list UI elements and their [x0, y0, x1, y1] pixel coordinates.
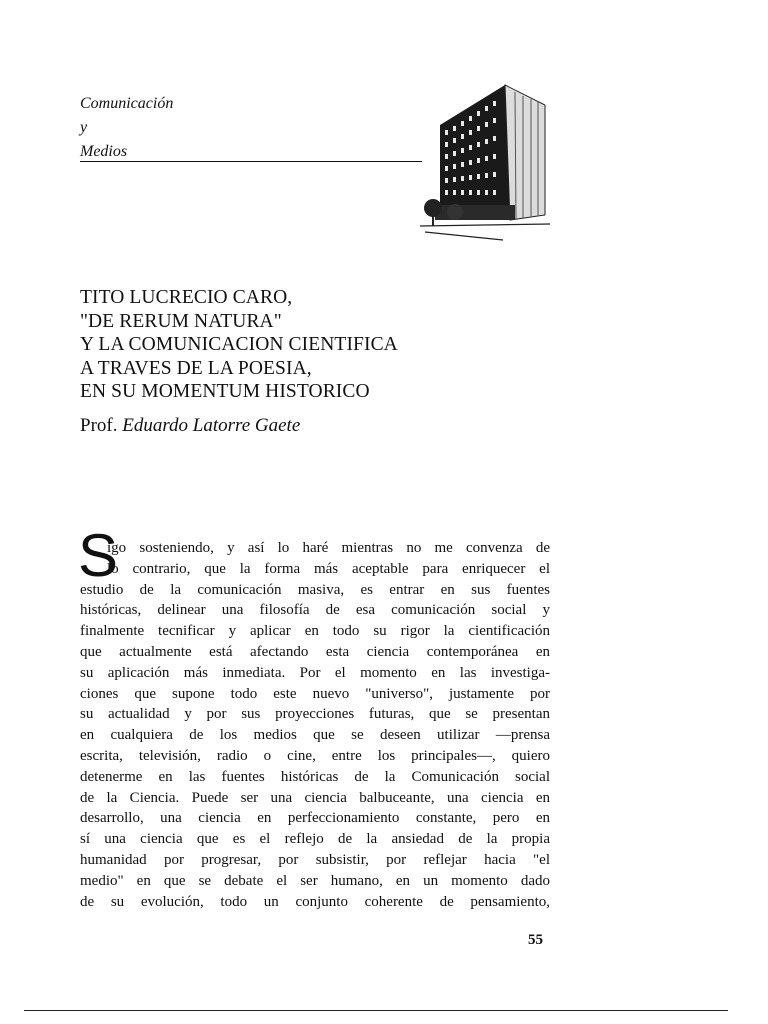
section-label-y: y: [80, 119, 88, 136]
body-line: detenerme en las fuentes históricas de la Comunicación social: [80, 768, 550, 785]
drop-cap: S: [78, 522, 119, 589]
title-line: "DE RERUM NATURA": [80, 310, 282, 332]
body-line: finalmente tecnificar y aplicar en todo su rigor la cientificación: [80, 623, 550, 640]
body-line: ciones que supone todo este nuevo "universo", justamente por: [80, 685, 550, 702]
section-label-medios: Medios: [80, 143, 128, 160]
body-line: históricas, delinear una filosofía de esa comunicación social y: [80, 602, 550, 619]
office-building-icon: [415, 80, 555, 250]
body-line: sí una ciencia que es el reflejo de la ansiedad de la propia: [80, 831, 550, 848]
body-line: estudio de la comunicación masiva, es entrar en sus fuentes: [80, 581, 550, 598]
author-prefix: Prof.: [80, 415, 118, 436]
body-line: de su evolución, todo un conjunto coherente de pensamiento,: [80, 893, 550, 910]
page-number: 55: [528, 932, 543, 948]
body-line: desarrollo, una ciencia en perfeccionamiento constante, pero en: [80, 810, 550, 827]
title-line: Y LA COMUNICACION CIENTIFICA: [80, 334, 398, 356]
footer-rule: [24, 1010, 728, 1011]
article-body: [78, 522, 550, 912]
author-name: Eduardo Latorre Gaete: [122, 415, 301, 436]
body-line: medio" en que se debate el ser humano, en un momento dado: [80, 872, 550, 889]
section-label-comunicacion: Comunicación: [80, 95, 174, 112]
title-line: A TRAVES DE LA POESIA,: [80, 357, 312, 379]
body-line: lo contrario, que la forma más aceptable para enriquecer el: [107, 560, 550, 577]
body-line: su actualidad y por sus proyecciones futuras, que se presentan: [80, 706, 550, 723]
body-line: su aplicación más inmediata. Por el momento en las investiga-: [80, 664, 550, 681]
body-line: escrita, televisión, radio o cine, entre los principales—, quiero: [80, 747, 550, 764]
section-heading: [80, 92, 173, 164]
body-line: que actualmente está afectando esta ciencia contemporánea en: [80, 643, 550, 660]
body-line: de la Ciencia. Puede ser una ciencia balbuceante, una ciencia en: [80, 789, 550, 806]
body-line: humanidad por progresar, por subsistir, por reflejar hacia "el: [80, 851, 550, 868]
author-line: [80, 414, 300, 438]
title-line: EN SU MOMENTUM HISTORICO: [80, 381, 370, 403]
title-line: TITO LUCRECIO CARO,: [80, 287, 293, 308]
section-underline: [80, 161, 422, 162]
body-line: igo sosteniendo, y así lo haré mientras no me convenza de: [107, 540, 550, 556]
body-line: en cualquiera de los medios que se deseen utilizar —prensa: [80, 727, 550, 744]
article-title: [80, 286, 540, 404]
